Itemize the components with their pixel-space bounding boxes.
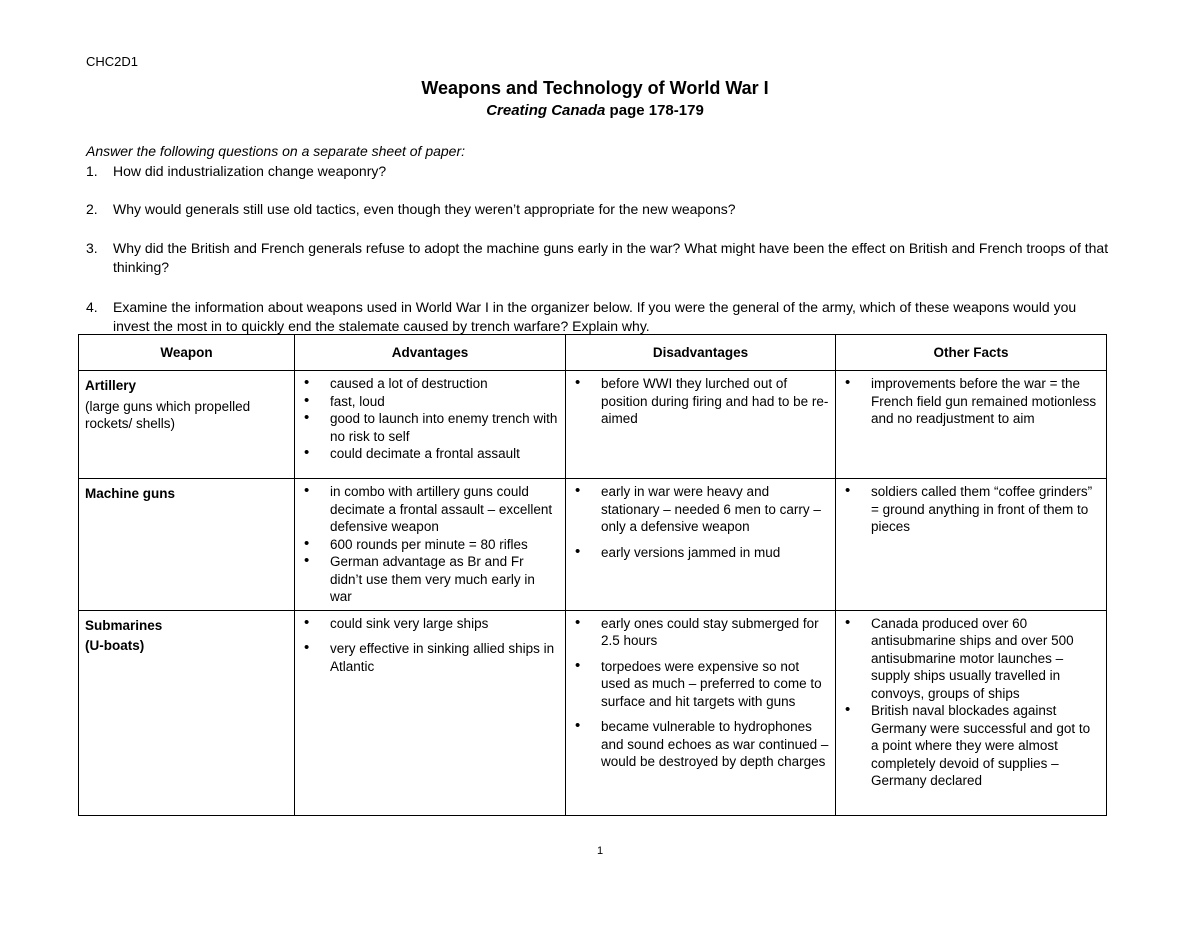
list-item: • torpedoes were expensive so not used as much – preferred to come to surface and hit targets with guns <box>572 658 829 711</box>
instructions: Answer the following questions on a separate sheet of paper: <box>86 143 466 159</box>
list-item: • German advantage as Br and Fr didn’t use them very much early in war <box>301 553 559 606</box>
question-number: 1. <box>86 163 98 179</box>
question-text: Examine the information about weapons used in World War I in the organizer below. If you were the general of the army, which of these weapons would you invest the most in to quickly end the stalemate caused by trench warfare? Explain why. <box>113 299 1077 334</box>
list-item: • soldiers called them “coffee grinders” = ground anything in front of them to pieces <box>842 483 1100 536</box>
question-text: Why did the British and French generals refuse to adopt the machine guns early in the war? What might have been the effect on British and French troops of that thinking? <box>113 240 1109 275</box>
weapon-description: (large guns which propelled rockets/ shells) <box>85 398 251 431</box>
other-facts-cell <box>836 371 1107 479</box>
header-weapon: Weapon <box>79 335 295 371</box>
list-item: • could sink very large ships <box>301 615 559 633</box>
question-number: 4. <box>86 299 98 315</box>
list-item: • became vulnerable to hydrophones and sound echoes as war continued – would be destroyed by depth charges <box>572 718 829 771</box>
list-item: • early ones could stay submerged for 2.5 hours <box>572 615 829 650</box>
advantages-cell <box>295 610 566 815</box>
table-row <box>79 610 1107 815</box>
advantages-cell <box>295 479 566 611</box>
table-row <box>79 479 1107 611</box>
weapon-name: Machine guns <box>85 486 176 501</box>
other-facts-cell <box>836 479 1107 611</box>
list-item: • fast, loud <box>301 393 559 411</box>
other-facts-cell <box>836 610 1107 815</box>
list-item: • in combo with artillery guns could decimate a frontal assault – excellent defensive weapon <box>301 483 559 536</box>
list-item: • could decimate a frontal assault <box>301 445 559 463</box>
question-2 <box>86 200 1110 219</box>
list-item: • early in war were heavy and stationary – needed 6 men to carry – only a defensive weapon <box>572 483 829 536</box>
list-item: • good to launch into enemy trench with no risk to self <box>301 410 559 445</box>
question-4 <box>86 298 1110 336</box>
question-text: Why would generals still use old tactics, even though they weren’t appropriate for the new weapons? <box>113 201 736 217</box>
table-header-row <box>79 335 1107 371</box>
advantages-cell <box>295 371 566 479</box>
list-item: • caused a lot of destruction <box>301 375 559 393</box>
list-item: • before WWI they lurched out of position during firing and had to be re-aimed <box>572 375 829 428</box>
book-title: Creating Canada <box>486 102 606 119</box>
page-title: Weapons and Technology of World War I <box>421 78 769 98</box>
disadvantages-cell <box>566 479 836 611</box>
question-3 <box>86 239 1110 277</box>
disadvantages-cell <box>566 371 836 479</box>
header-other-facts: Other Facts <box>836 335 1107 371</box>
weapon-cell <box>79 479 295 611</box>
question-number: 3. <box>86 240 98 256</box>
list-item: • 600 rounds per minute = 80 rifles <box>301 536 559 554</box>
table-row <box>79 371 1107 479</box>
page-subtitle <box>0 102 1190 119</box>
header-disadvantages: Disadvantages <box>566 335 836 371</box>
page-range: page 178-179 <box>605 102 704 119</box>
weapon-description: (U-boats) <box>85 638 145 653</box>
list-item: • very effective in sinking allied ships in Atlantic <box>301 640 559 675</box>
question-1 <box>86 162 1110 181</box>
page-number: 1 <box>596 845 604 857</box>
list-item: • early versions jammed in mud <box>572 544 829 562</box>
list-item: • Canada produced over 60 antisubmarine ships and over 500 antisubmarine motor launches – supply ships usually travelled in convoys, groups of ships <box>842 615 1100 703</box>
question-number: 2. <box>86 201 98 217</box>
question-text: How did industrialization change weaponry? <box>113 163 387 179</box>
weapon-name: Artillery <box>85 378 137 393</box>
header-advantages: Advantages <box>295 335 566 371</box>
weapons-organizer-table <box>78 334 1107 816</box>
weapon-cell <box>79 610 295 815</box>
list-item: • British naval blockades against Germany were successful and got to a point where they were almost completely devoid of supplies – Germany declared <box>842 702 1100 790</box>
course-code: CHC2D1 <box>86 54 139 69</box>
list-item: • improvements before the war = the French field gun remained motionless and no readjustment to aim <box>842 375 1100 428</box>
weapon-cell <box>79 371 295 479</box>
disadvantages-cell <box>566 610 836 815</box>
weapon-name: Submarines <box>85 617 163 633</box>
